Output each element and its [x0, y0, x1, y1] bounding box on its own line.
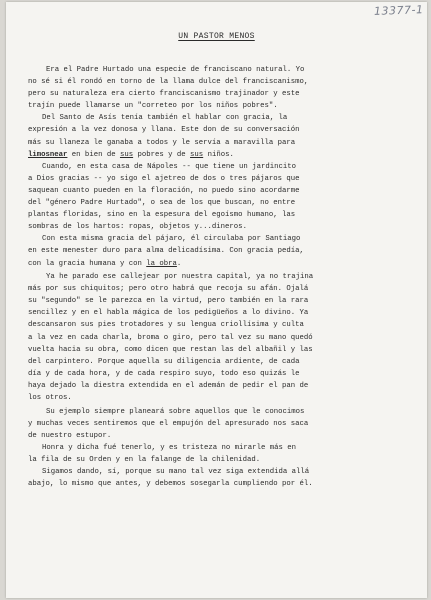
text-line: y muchas veces sentiremos que el empujón del apresurado nos saca — [28, 419, 309, 428]
text-line: los otros. — [28, 394, 72, 403]
text-line: no sé si él rondó en torno de la llama dulce del franciscanismo, — [28, 78, 309, 87]
text-line: haya dejado la diestra extendida en el ademán de pedir el pan de — [28, 381, 309, 390]
text-line: más por sus chiquitos; pero otro habrá que recoja su afán. Ojalá — [28, 285, 309, 294]
archive-number: 13377-1 — [373, 3, 424, 18]
text-line: Su ejemplo siempre planeará sobre aquellos que le conocimos — [46, 407, 305, 416]
text-line: Del Santo de Asís tenía también el hablar con gracia, la — [42, 114, 288, 123]
text-line: Sigamos dando, sí, porque su mano tal vez siga extendida allá — [42, 468, 310, 477]
text-fragment: la obra — [146, 259, 177, 268]
text-line: sencillez y en el habla mágica de los pedigüeños a lo divino. Ya — [28, 309, 309, 318]
text-line: de nuestro estupor. — [28, 431, 112, 440]
text-line: Ya he parado ese callejear por nuestra capital, ya no trajina — [46, 273, 314, 282]
text-line: expresión a la vez donosa y llana. Este don de su conversación — [28, 126, 300, 135]
text-line: Con esta misma gracia del pájaro, él circulaba por Santiago — [42, 235, 301, 244]
text-line: trajín puede llamarse un "correteo por los niños pobres". — [28, 102, 278, 111]
text-line: plantas floridas, sino en la espesura del egoísmo humano, las — [28, 211, 296, 220]
text-line: vuelta hacia su obra, como dicen que restan las del albañil y las — [28, 345, 313, 354]
text-fragment: sus — [190, 150, 204, 159]
text-fragment: limosnear — [28, 150, 68, 159]
text-line: abajo, lo mismo que antes, y debemos sosegarla cumpliendo por él. — [28, 480, 313, 489]
text-line — [28, 149, 406, 161]
text-line: del carpintero. Porque aquella su diligencia ardiente, de cada — [28, 357, 300, 366]
text-line: sombras de los hartos: ropas, objetos y...dineros. — [28, 223, 247, 232]
text-line: a Dios gracias -- yo sigo el ajetreo de dos o tres pájaros que — [28, 174, 300, 183]
text-line: la fila de su Orden y en la falange de la chilenidad. — [28, 456, 261, 464]
text-line: más su llaneza le ganaba a todos y le servía a maravilla para — [28, 138, 296, 147]
document-page — [6, 2, 427, 598]
document-body — [28, 64, 406, 490]
text-fragment: pobres y de — [133, 150, 191, 159]
text-line: Era el Padre Hurtado una especie de franciscano natural. Yo — [46, 66, 305, 74]
text-line: saquean cuanto pueden en la floración, no puedo sino acordarme — [28, 186, 300, 195]
text-line: descansaron sus pies trotadores y su lengua criollísima y culta — [28, 321, 304, 330]
text-line: su "segundo" se le parezca en la virtud, pero también en la rara — [28, 297, 309, 306]
text-fragment: sus — [119, 150, 134, 159]
document-title: UN PASTOR MENOS — [178, 32, 255, 41]
text-line — [28, 258, 406, 270]
text-line: Cuando, en esta casa de Nápoles -- que tiene un jardincito — [42, 162, 296, 171]
text-line: Honra y dicha fué tenerlo, y es tristeza no mirarle más en — [42, 443, 296, 452]
text-fragment: . — [176, 259, 182, 268]
text-line: a la vez en cada charla, broma o giro, pero tal vez su mano quedó — [28, 333, 313, 342]
text-fragment: en bien de — [67, 150, 120, 159]
text-line: pero su naturaleza era cierto franciscanismo trajinador y este — [28, 90, 300, 99]
text-fragment: con la gracia humana y con — [28, 259, 147, 268]
text-line: del "género Padre Hurtado", o sea de los que buscan, no entre — [28, 199, 296, 208]
text-fragment: niños. — [203, 150, 234, 159]
text-line: día y de cada hora, y de cada respiro suyo, todo eso quizás le — [28, 369, 300, 378]
text-line: en este menester duro para alma delicadísima. Con gracia pedía, — [28, 247, 304, 256]
